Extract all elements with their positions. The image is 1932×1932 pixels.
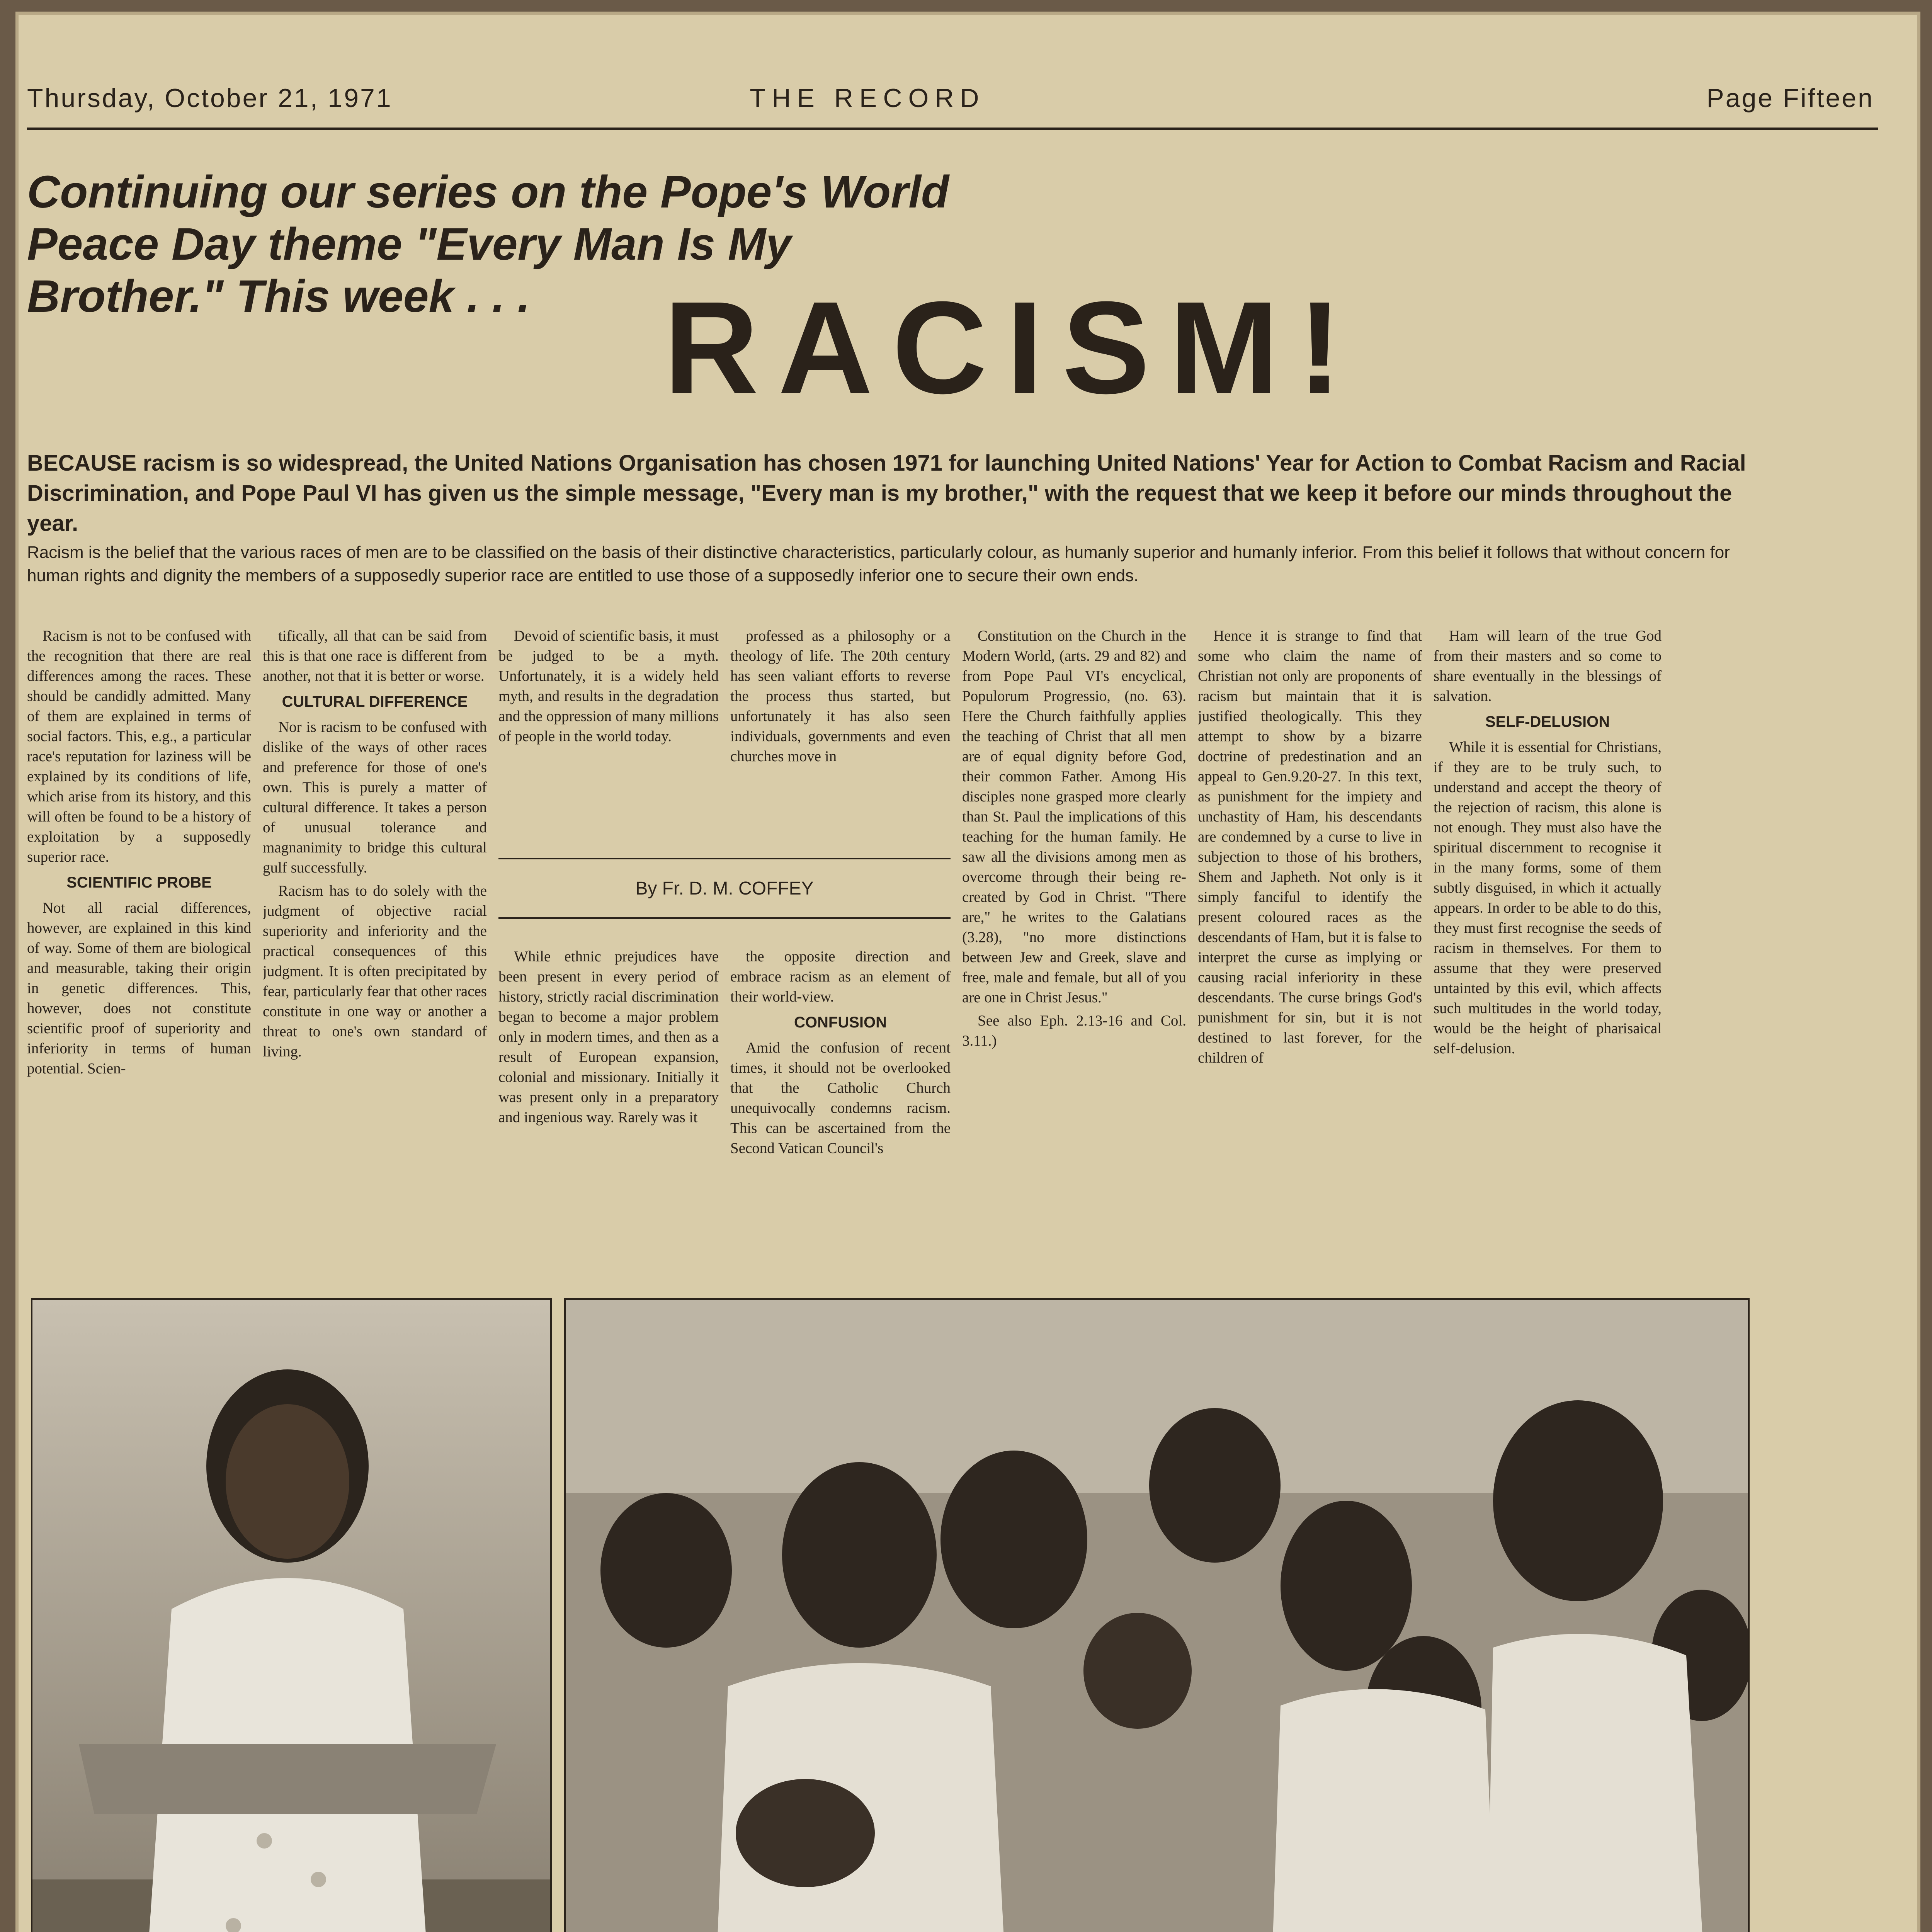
issue-date: Thursday, October 21, 1971 [27, 83, 393, 113]
photo-leslie-nipper [31, 1298, 552, 1932]
subheading: SCIENTIFIC PROBE [66, 874, 212, 891]
article-column-4 [730, 626, 951, 842]
paragraph: While ethnic prejudices have been present in every period of history, strictly racial discrimination began to become a major problem only in modern times, and then as a result of European expansion, colonial and missionary. Initially it was present only in a preparatory and ingenious way. Rarely was it [498, 948, 719, 1126]
paragraph: professed as a philosophy or a theology of life. The 20th century has seen valiant efforts to reverse the process thus started, but unfortunately it has also seen individuals, governments and even churches move in [730, 628, 951, 765]
paragraph: Ham will learn of the true God from their masters and so come to share eventually in the blessings of salvation. [1434, 628, 1662, 704]
article-column-4-lower [730, 947, 951, 1279]
header-rule [27, 128, 1878, 130]
newspaper-page [15, 12, 1920, 1932]
article-column-7 [1434, 626, 1662, 1279]
series-kicker: Continuing our series on the Pope's World Peace Day theme "Every Man Is My Brother." This week . . . [27, 167, 949, 322]
article-column-5 [962, 626, 1186, 1279]
article-column-2 [263, 626, 487, 1279]
page-number: Page Fifteen [1706, 83, 1874, 113]
paragraph: the opposite direction and embrace racism as an element of their world-view. [730, 948, 951, 1005]
article-intro: BECAUSE racism is so widespread, the United Nations Organisation has chosen 1971 for launching United Nations' Year for Action to Combat Racism and Racial Discrimination, and Pope Paul VI has given us the simple message, "Every man is my brother," with the request that we keep it before our minds throughout the year. [27, 451, 1746, 536]
paragraph: Nor is racism to be confused with dislike of the ways of other races and preference for those of one's own. This is purely a matter of cultural difference. It takes a person of unusual tolerance and magnanimity to bridge this cultural gulf successfully. [263, 719, 487, 876]
subheading: CULTURAL DIFFERENCE [282, 693, 468, 710]
paragraph: Amid the confusion of recent times, it should not be overlooked that the Catholic Church unequivocally condemns racism. This can be ascertained from the Second Vatican Council's [730, 1039, 951, 1156]
article-column-3 [498, 626, 719, 842]
masthead: THE RECORD [750, 83, 985, 113]
paragraph: Not all racial differences, however, are explained in this kind of way. Some of them are biological and measurable, taking their origin in genetic differences. This, however, does not constitute scientific proof of superiority and inferiority in terms of human potential. Scien- [27, 900, 251, 1077]
paragraph: Racism has to do solely with the judgment of objective racial superiority and inferiority and the practical consequences of this judgment. It is often precipitated by fear, particularly fear that other races constitute in one way or another a threat to one's own standard of living. [263, 883, 487, 1060]
paragraph: tifically, all that can be said from this is that one race is different from another, not that it is better or worse. [263, 628, 487, 684]
paragraph: While it is essential for Christians, if they are to be truly such, to understand and accept the theory of the rejection of racism, this alone is not enough. They must also have the spiritual discernment to recognise it in the many forms, some of them subtly disguised, in which it actually appears. In order to be able to do this, they must first recognise the seeds of racism in themselves. For them to assume that they were preserved untainted by this evil, which affects such multitudes in the world today, would be the height of pharisaical self-delusion. [1434, 739, 1662, 1057]
paragraph: Devoid of scientific basis, it must be judged to be a myth. Unfortunately, it is a widely held myth, and results in the degradation and the oppression of many millions of people in the world today. [498, 628, 719, 745]
subheading: SELF-DELUSION [1485, 713, 1610, 730]
paragraph: See also Eph. 2.13-16 and Col. 3.11.) [962, 1012, 1186, 1049]
byline [498, 858, 951, 919]
paragraph: Racism is not to be confused with the recognition that there are real differences among the races. These should be candidly admitted. Many of them are explained in terms of social factors. This, e.g., a particular race's reputation for laziness will be explained by its conditions of life, which arise from its history, and this will often be found to be a history of exploitation by a supposedly superior race. [27, 628, 251, 865]
article-definition: Racism is the belief that the various races of men are to be classified on the basis of their distinctive characteristics, particularly colour, as humanly superior and humanly inferior. From this belief it follows that without concern for human rights and dignity the members of a supposedly superior race are entitled to use those of a supposedly inferior one to secure their own ends. [27, 543, 1730, 585]
article-column-3-lower [498, 947, 719, 1279]
paragraph: Hence it is strange to find that some who claim the name of Christian not only are proponents of racism but maintain that it is justified theologically. This they attempt to show by a bizarre doctrine of predestination and an appeal to Gen.9.20-27. In this text, as punishment for the impiety and unchastity of Ham, his descendants are condemned by a curse to live in subjection to those of his brothers, Shem and Japheth. Not only is it simply fanciful to identify the present coloured races as the descendants of Ham, but it is false to interpret the curse as implying or causing racial inferiority in these descendants. The curse brings God's punishment for sin, but it is not destined to last forever, for the children of [1198, 628, 1422, 1066]
article-column-1 [27, 626, 251, 1279]
article-title: RACISM! [663, 274, 1361, 421]
subheading: CONFUSION [794, 1014, 887, 1031]
article-column-6 [1198, 626, 1422, 1279]
byline-text: By Fr. D. M. COFFEY [635, 878, 814, 899]
photo-group-women-babies [564, 1298, 1750, 1932]
paragraph: Constitution on the Church in the Modern World, (arts. 29 and 82) and from Pope Paul VI's encyclical, Populorum Progressio, (no. 63). Here the Church faithfully applies the teaching of Christ that all men are of equal dignity before God, their common Father. Among His disciples none grasped more clearly than St. Paul the implications of this teaching for the human family. He saw all the divisions among men as overcome through their being re-created by God in Christ. "There are," he writes to the Galatians (3.28), "no more distinctions between Jew and Greek, slave and free, male and female, but all of you are one in Christ Jesus." [962, 628, 1186, 1006]
